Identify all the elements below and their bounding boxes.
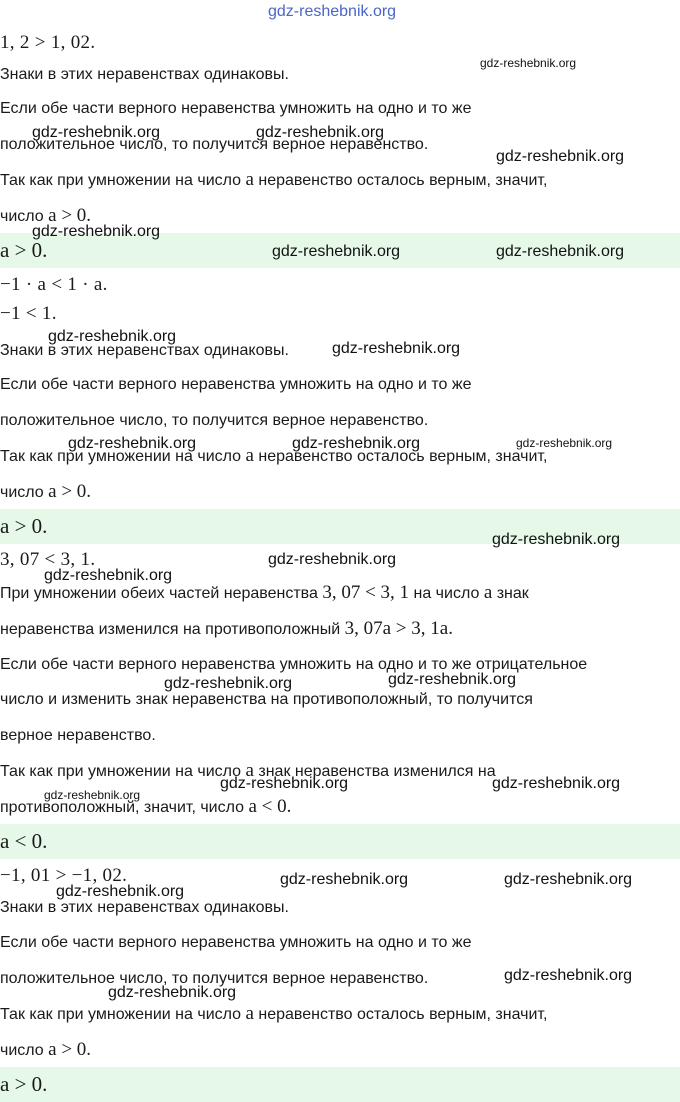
- answer-text: a > 0.: [0, 1072, 48, 1096]
- watermark: gdz-reshebnik.org: [492, 775, 621, 792]
- watermark: gdz-reshebnik.org: [292, 435, 421, 452]
- watermark: gdz-reshebnik.org: [108, 984, 237, 1001]
- watermark: gdz-reshebnik.org: [516, 436, 613, 450]
- text-line: Знаки в этих неравенствах одинаковы.: [0, 899, 289, 916]
- watermark: gdz-reshebnik.org: [44, 567, 173, 584]
- watermark: gdz-reshebnik.org: [388, 671, 517, 688]
- watermark: gdz-reshebnik.org: [268, 551, 397, 568]
- text-line: Если обе части верного неравенства умножить на одно и то же отрицательное: [0, 656, 588, 673]
- watermark: gdz-reshebnik.org: [496, 243, 625, 260]
- text-line: Так как при умножении на число a неравенство осталось верным, значит,: [0, 1003, 548, 1024]
- math-inequality: −1, 01 > −1, 02.: [0, 865, 128, 886]
- math-inequality: 3, 07 < 3, 1.: [0, 549, 96, 570]
- watermark: gdz-reshebnik.org: [496, 148, 625, 165]
- text-line: положительное число, то получится верное неравенство.: [0, 136, 429, 153]
- watermark: gdz-reshebnik.org: [48, 328, 177, 345]
- answer-text: a > 0.: [0, 514, 48, 538]
- answer-box: [0, 1067, 680, 1102]
- text-line: Знаки в этих неравенствах одинаковы.: [0, 66, 289, 83]
- text-line: неравенства изменился на противоположный 3, 07a > 3, 1a.: [0, 618, 453, 639]
- watermark: gdz-reshebnik.org: [56, 883, 185, 900]
- watermark: gdz-reshebnik.org: [332, 340, 461, 357]
- answer-text: a > 0.: [0, 238, 48, 262]
- math-inequality: −1 · a < 1 · a.: [0, 274, 108, 295]
- watermark: gdz-reshebnik.org: [272, 243, 401, 260]
- watermark: gdz-reshebnik.org: [256, 124, 385, 141]
- math-inequality: 1, 2 > 1, 02.: [0, 32, 96, 53]
- text-line: Знаки в этих неравенствах одинаковы.: [0, 342, 289, 359]
- answer-box: [0, 824, 680, 859]
- text-line: число a > 0.: [0, 481, 92, 502]
- watermark: gdz-reshebnik.org: [220, 775, 349, 792]
- watermark: gdz-reshebnik.org: [268, 3, 397, 20]
- watermark: gdz-reshebnik.org: [492, 531, 621, 548]
- text-line: Если обе части верного неравенства умножить на одно и то же: [0, 376, 472, 393]
- text-line: При умножении обеих частей неравенства 3, 07 < 3, 1 на число a знак: [0, 582, 529, 603]
- text-line: число и изменить знак неравенства на противоположный, то получится: [0, 691, 533, 708]
- watermark: gdz-reshebnik.org: [32, 223, 161, 240]
- watermark: gdz-reshebnik.org: [504, 871, 633, 888]
- text-line: Так как при умножении на число a неравенство осталось верным, значит,: [0, 169, 548, 190]
- text-line: число a > 0.: [0, 1039, 92, 1060]
- text-line: Если обе части верного неравенства умножить на одно и то же: [0, 100, 472, 117]
- text-line: Так как при умножении на число a знак неравенства изменился на: [0, 760, 496, 781]
- watermark: gdz-reshebnik.org: [480, 56, 577, 70]
- text-line: Так как при умножении на число a неравенство осталось верным, значит,: [0, 445, 548, 466]
- watermark: gdz-reshebnik.org: [280, 871, 409, 888]
- text-line: положительное число, то получится верное неравенство.: [0, 970, 429, 987]
- text-line: положительное число, то получится верное неравенство.: [0, 412, 429, 429]
- watermark: gdz-reshebnik.org: [68, 435, 197, 452]
- watermark: gdz-reshebnik.org: [32, 124, 161, 141]
- watermark: gdz-reshebnik.org: [44, 788, 141, 802]
- text-line: верное неравенство.: [0, 727, 156, 744]
- text-line: Если обе части верного неравенства умножить на одно и то же: [0, 934, 472, 951]
- watermark: gdz-reshebnik.org: [504, 967, 633, 984]
- text-line: противоположный, значит, число a < 0.: [0, 796, 292, 817]
- text-line: число a > 0.: [0, 205, 92, 226]
- answer-text: a < 0.: [0, 829, 48, 853]
- math-inequality: −1 < 1.: [0, 303, 57, 324]
- watermark: gdz-reshebnik.org: [164, 675, 293, 692]
